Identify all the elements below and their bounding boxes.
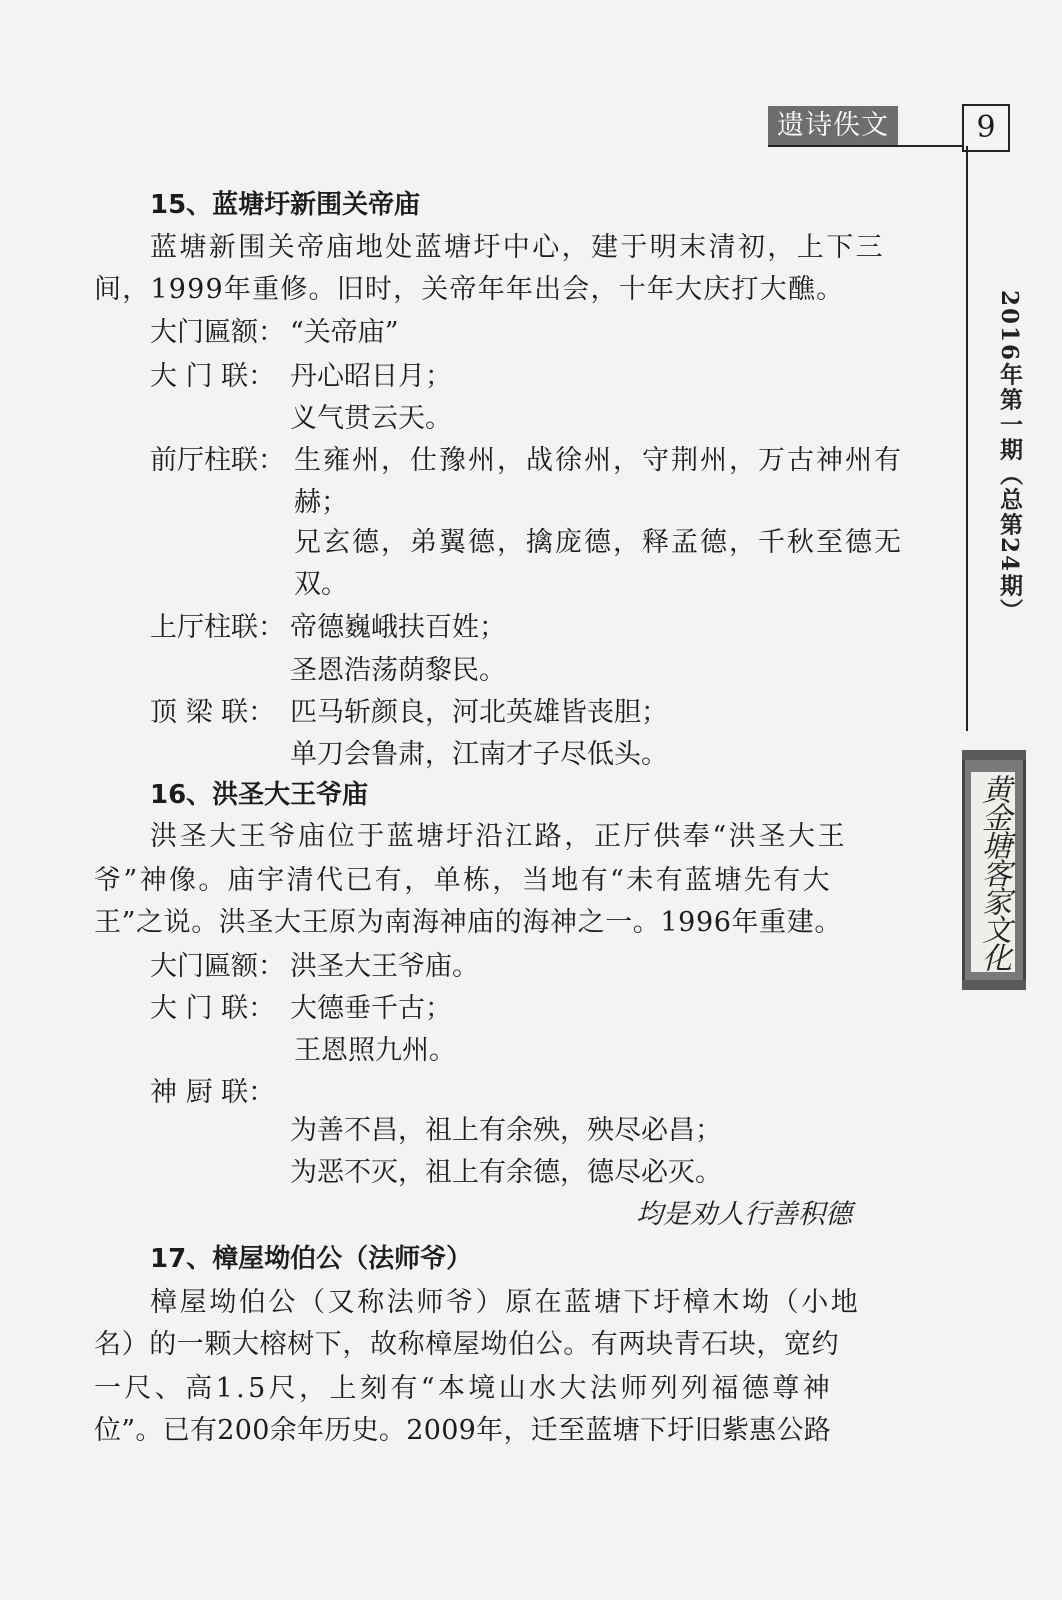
couplet-label: 大 门 联： — [150, 361, 276, 392]
issue-label: 2016年第一期（总第24期） — [996, 290, 1023, 624]
couplet-label: 大门匾额： — [150, 951, 285, 982]
couplet-text: 匹马斩颜良，河北英雄皆丧胆； — [290, 697, 668, 728]
couplet-text: 王恩照九州。 — [294, 1035, 456, 1066]
couplet-text: 丹心昭日月； — [290, 361, 452, 392]
couplet-label: 大 门 联： — [150, 993, 276, 1024]
couplet-text: 圣恩浩荡荫黎民。 — [290, 655, 506, 686]
page-number: 9 — [962, 104, 1010, 152]
couplet-label: 神 厨 联： — [150, 1077, 276, 1108]
heading-17: 17、樟屋坳伯公（法师爷） — [150, 1244, 473, 1274]
paragraph-line: 王”之说。洪圣大王原为南海神庙的海神之一。1996年重建。 — [94, 907, 842, 938]
paragraph-line: 位”。已有200余年历史。2009年，迁至蓝塘下圩旧紫惠公路 — [94, 1415, 832, 1446]
paragraph-line: 间，1999年重修。旧时，关帝年年出会，十年大庆打大醮。 — [94, 274, 845, 305]
couplet-text: 为善不昌，祖上有余殃，殃尽必昌； — [290, 1115, 722, 1146]
couplet-text: 兄玄德，弟翼德，擒庞德，释孟德，千秋至德无 — [294, 527, 903, 558]
heading-15: 15、蓝塘圩新围关帝庙 — [150, 190, 421, 220]
paragraph-line: 蓝塘新围关帝庙地处蓝塘圩中心，建于明末清初，上下三 — [150, 232, 885, 263]
banner-calligraphy: 黄金塘客家文化 — [971, 772, 1015, 972]
couplet-label: 前厅柱联： — [150, 445, 285, 476]
section-label: 遗诗佚文 — [768, 106, 898, 146]
couplet-label: 大门匾额： — [150, 317, 285, 348]
couplet-label: 上厅柱联： — [150, 612, 285, 643]
couplet-text: 单刀会鲁肃，江南才子尽低头。 — [290, 739, 668, 770]
paragraph-line: 洪圣大王爷庙位于蓝塘圩沿江路，正厅供奉“洪圣大王 — [150, 821, 848, 852]
paragraph-line: 一尺、高1.5尺，上刻有“本境山水大法师列列福德尊神 — [94, 1373, 834, 1404]
paragraph-line: 名）的一颗大榕树下，故称樟屋坳伯公。有两块青石块，宽约 — [94, 1329, 840, 1360]
couplet-text: 双。 — [294, 569, 348, 600]
paragraph-line: 樟屋坳伯公（又称法师爷）原在蓝塘下圩樟木坳（小地 — [150, 1287, 861, 1318]
inscription: 均是劝人行善积德 — [636, 1199, 852, 1230]
couplet-text: 洪圣大王爷庙。 — [290, 951, 479, 982]
couplet-text: 为恶不灭，祖上有余德，德尽必灭。 — [290, 1157, 722, 1188]
couplet-text: “关帝庙” — [290, 317, 399, 348]
couplet-text: 赫； — [294, 487, 348, 518]
couplet-text: 帝德巍峨扶百姓； — [290, 612, 506, 643]
couplet-text: 义气贯云天。 — [290, 403, 452, 434]
heading-16: 16、洪圣大王爷庙 — [150, 780, 369, 810]
paragraph-line: 爷”神像。庙宇清代已有，单栋，当地有“未有蓝塘先有大 — [94, 865, 833, 896]
couplet-text: 生雍州，仕豫州，战徐州，守荆州，万古神州有 — [294, 445, 903, 476]
couplet-label: 顶 梁 联： — [150, 697, 276, 728]
couplet-text: 大德垂千古； — [290, 993, 452, 1024]
side-banner — [962, 750, 1026, 990]
